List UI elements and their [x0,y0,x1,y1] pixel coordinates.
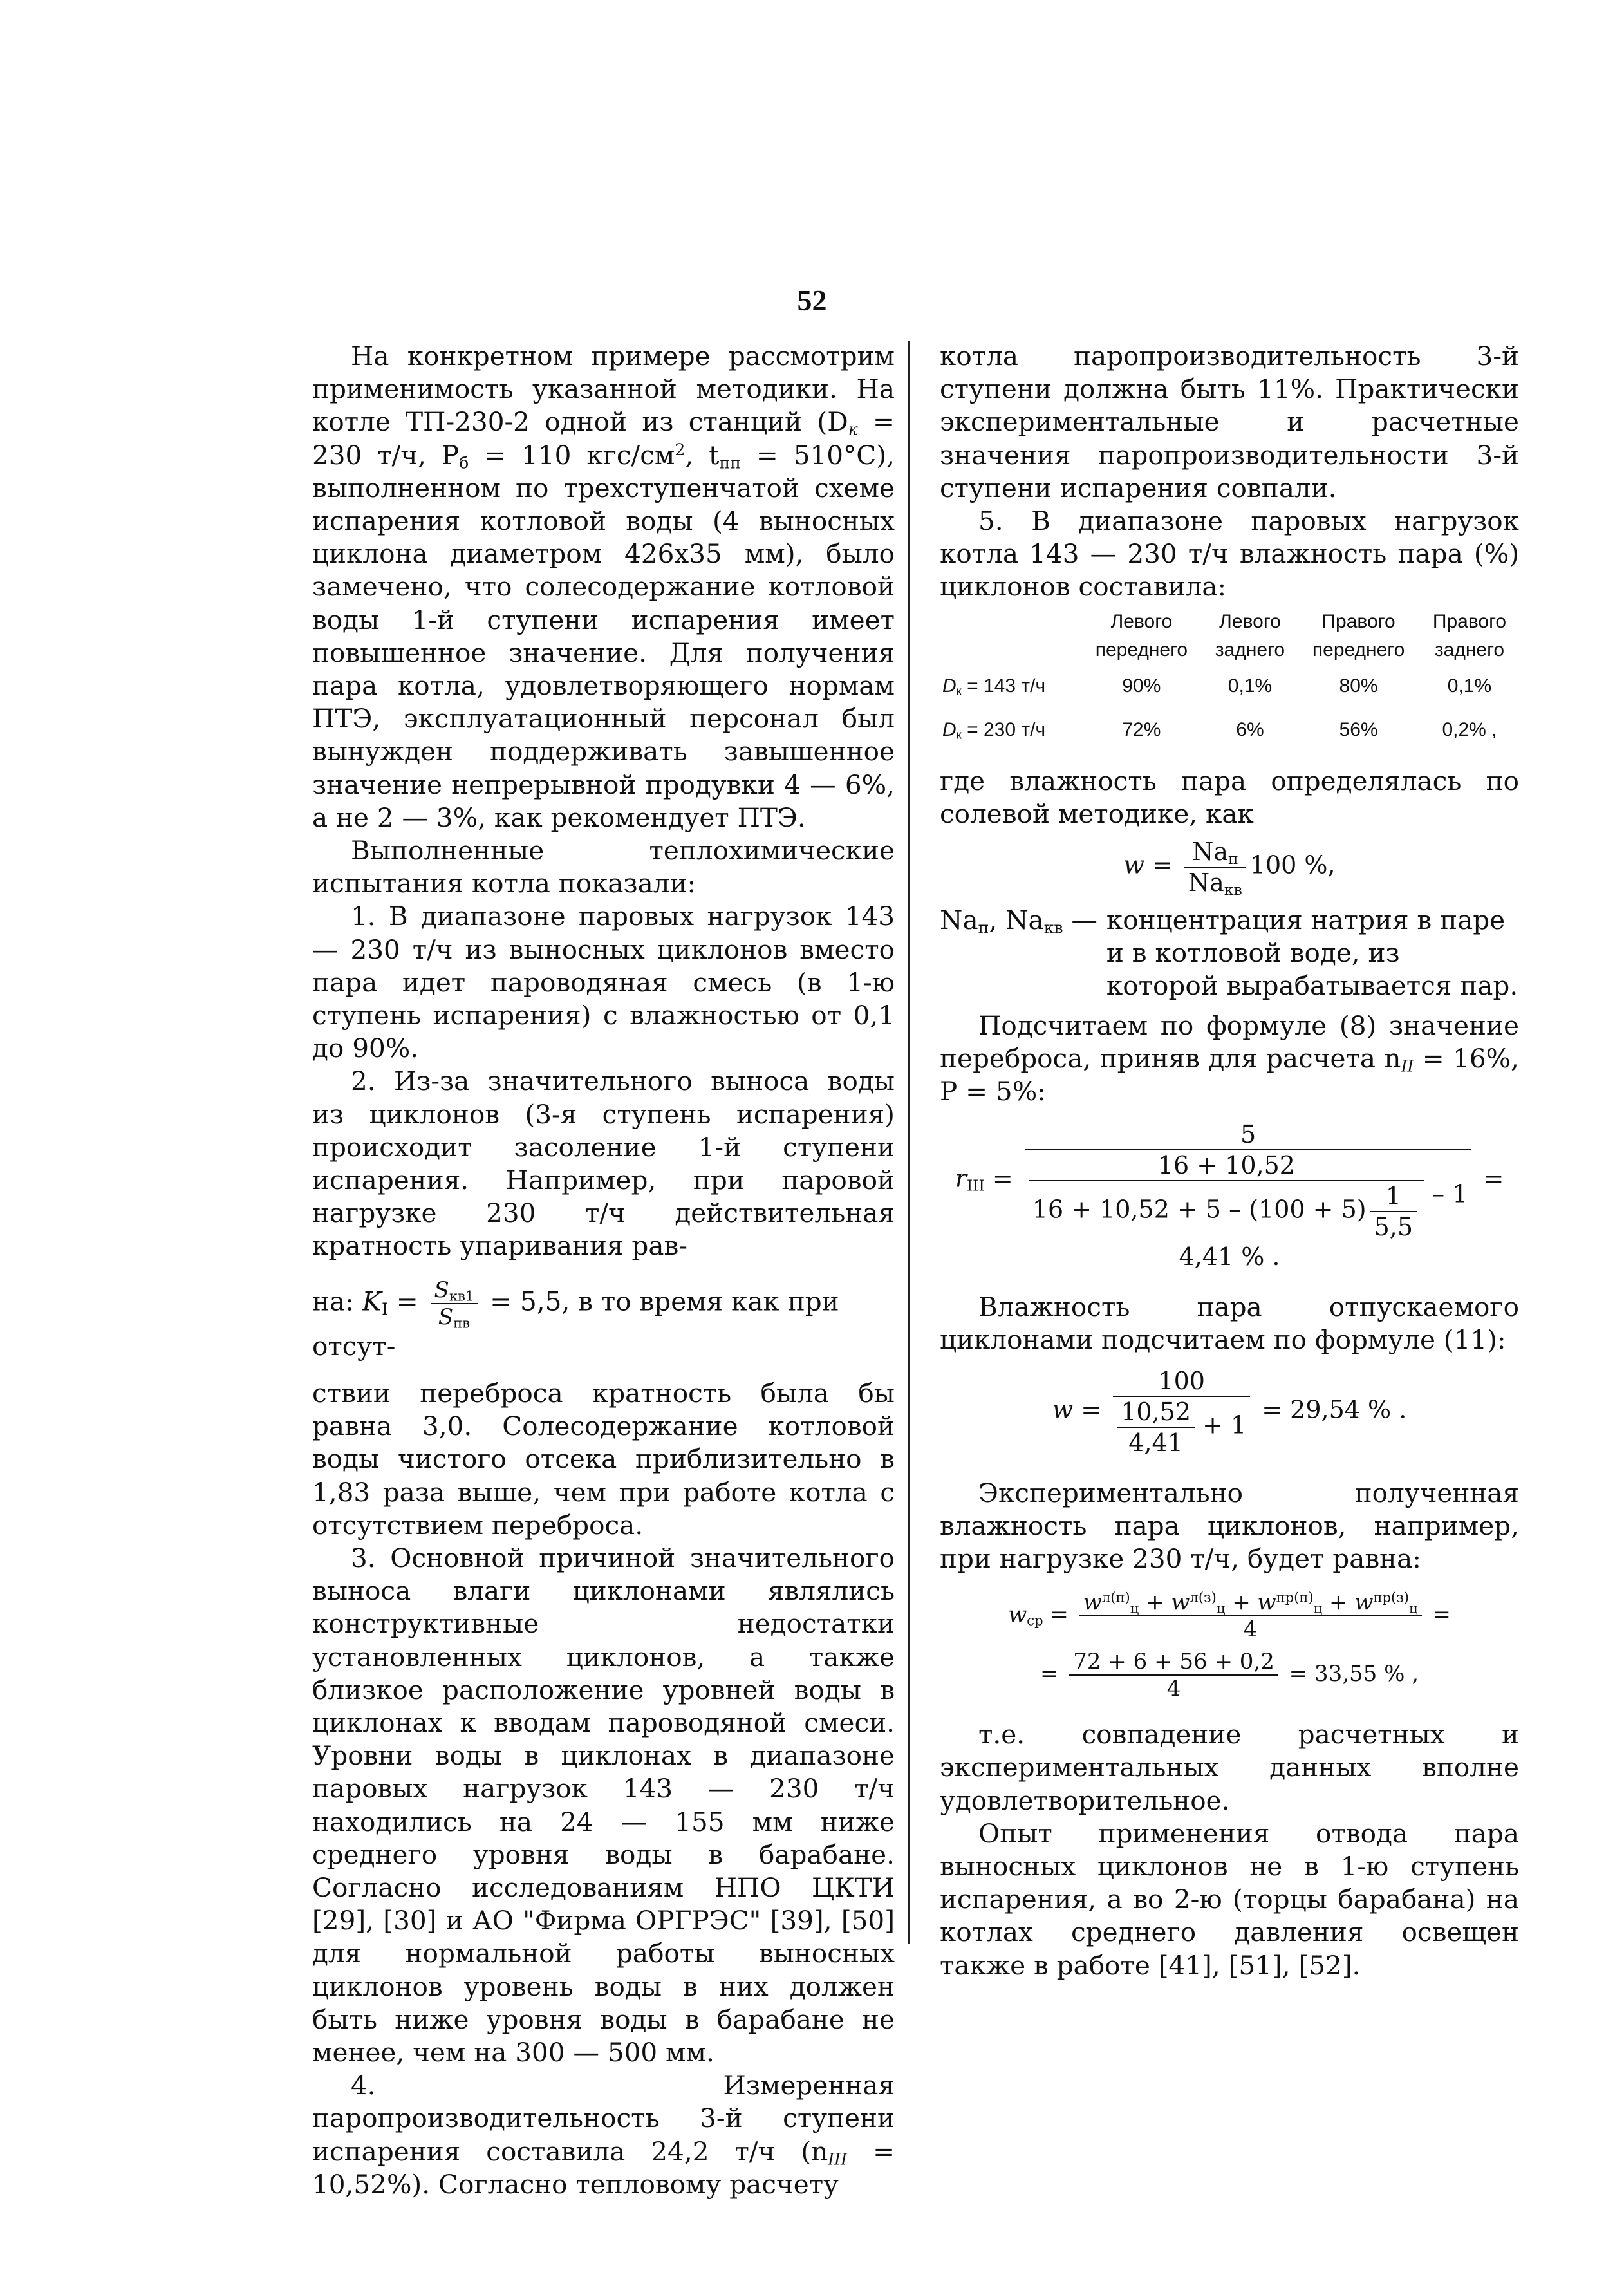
paragraph-tests: Выполненные теплохимические испытания котла показали: [312,835,895,899]
paragraph-carryover: Подсчитаем по формуле (8) значение переброса, приняв для расчета $n_{II} = 16\%$, P = 5%: [940,1009,1519,1107]
paragraph-continued: котла паропроизводительность 3-й ступени должна быть 11%. Практически экспериментальные и расчетные значения паропроизводительности 3-й ступени испарения совпали. [940,341,1519,503]
formula-carryover: $r_{III}$ = 5 16 + 10,52 16 + 10,52 + 5 – (100 + 5) $\frac{1}{5,5}$ – 1 = 4,41 % . [955,1120,1504,1271]
ratio-fraction: $\frac{S_{кв1}}{S_{пв}}$ [431,1277,478,1330]
formula-cyclone-moisture: w = 100 $\frac{10,52}{4,41}$ + 1 = 29,54 % . [1052,1366,1407,1457]
paragraph-experience: Опыт применения отвода пара выносных циклонов не в 1-ю ступень испарения, а во 2-ю (торцы барабана) на котлах среднего давления освещен также в работе [41], [51], [52]. [940,1817,1519,1981]
list-item-3: 3. Основной причиной значительного выноса влаги циклонами являлись конструктивные недостатки установленных циклонов, а также близкое расположение уровней воды в циклонах к вводам пароводяной смеси. Уровни воды в циклонах в диапазоне паровых нагрузок 143 — 230 т/ч находились на 24 — 155 мм ниже среднего уровня воды в барабане. Согласно исследованиям НПО ЦКТИ [29], [30] и АО "Фирма ОРГРЭС" [39], [50] для нормальной работы выносных циклонов уровень воды в них должен быть ниже уровня воды в барабане не менее, чем на 300 — 500 мм. [312,1542,895,2068]
definition-na: $Na_п$, $Na_{кв}$ — концентрация натрия в паре и в котловой воде, из которой вырабатывается пар. [940,904,1518,1002]
paragraph-agreement: т.е. совпадение расчетных и экспериментальных данных вполне удовлетворительное. [940,1719,1519,1816]
paragraph-cyclone-moisture: Влажность пара отпускаемого циклонами подсчитаем по формуле (11): [940,1291,1519,1356]
right-column [940,340,1519,1982]
formula-average-moisture: $w_{ср}$ = $\frac{w^{л(п)}_ц + w^{л(з)}_ц + w^{пр(п)}_ц + w^{пр(з)}_ц}{4}$ = [1008,1589,1451,1643]
paragraph-intro: На конкретном примере рассмотрим применимость указанной методики. На котле ТП-230-2 одной из станций ($D_к = 230$ т/ч, $P_б = 110$ кгс/$см^2$, $t_{пп} = 510^\circ С$), выполненном по трехступенчатой схеме испарения котловой воды (4 выносных циклона диаметром 426x35 мм), было замечено, что солесодержание котловой воды 1-й ступени испарения имеет повышенное значение. Для получения пара котла, удовлетворяющего нормам ПТЭ, эксплуатационный персонал был вынужден поддерживать завышенное значение непрерывной продувки 4 — 6%, а не 2 — 3%, как рекомендует ПТЭ. [312,341,895,833]
formula-average-moisture-value: = $\frac{72 + 6 + 56 + 0,2}{4}$ = 33,55 % , [1040,1649,1419,1702]
paragraph-method: где влажность пара определялась по солевой методике, как [940,765,1519,829]
moisture-table [940,608,1519,752]
list-item-2: 2. Из-за значительного выноса воды из циклонов (3-я ступень испарения) происходит засоление 1-й ступени испарения. Например, при паровой нагрузке 230 т/ч действительная кратность упаривания рав- [312,1065,895,1262]
list-item-5: 5. В диапазоне паровых нагрузок котла 143 — 230 т/ч влажность пара (%) циклонов составила: [940,505,1519,603]
left-column [312,340,895,2201]
column-divider [908,341,910,1944]
row-label: $D_к = 230$ т/ч [942,718,1046,742]
table-row: $D_к = 143$ т/ч 90% 0,1% 80% 0,1% [940,664,1519,708]
table-header-row: переднего заднего переднего заднего [1095,639,1505,661]
paragraph-experimental: Экспериментально полученная влажность пара циклонов, например, при нагрузке 230 т/ч, будет равна: [940,1477,1519,1575]
table-row: $D_к = 230$ т/ч 72% 6% 56% 0,2% , [940,708,1519,752]
page-number: 52 [797,284,827,317]
list-item-4: 4. Измеренная паропроизводительность 3-й ступени испарения составила 24,2 т/ч $(n_{III} = 10,52\%)$. Согласно тепловому расчету [312,2070,895,2200]
table-header-row: Левого Левого Правого Правого [1110,610,1507,632]
paragraph-continuation: ствии переброса кратность была бы равна 3,0. Солесодержание котловой воды чистого отсека приблизительно в 1,83 раза выше, чем при работе котла с отсутствием переброса. [312,1377,895,1541]
list-item-1: 1. В диапазоне паровых нагрузок 143 — 230 т/ч из выносных циклонов вместо пара идет пароводяная смесь (в 1-ю ступень испарения) с влажностью от 0,1 до 90%. [312,901,895,1064]
formula-moisture-salt: w = $\frac{Na_п}{Na_{кв}}$ 100 %, [1123,838,1336,899]
formula-ratio-line: на: $K_I$ = $\frac{S_{кв1}}{S_{пв}}$ = 5,5, в то время как при отсут- [312,1277,839,1362]
row-label: $D_к = 143$ т/ч [942,675,1046,698]
